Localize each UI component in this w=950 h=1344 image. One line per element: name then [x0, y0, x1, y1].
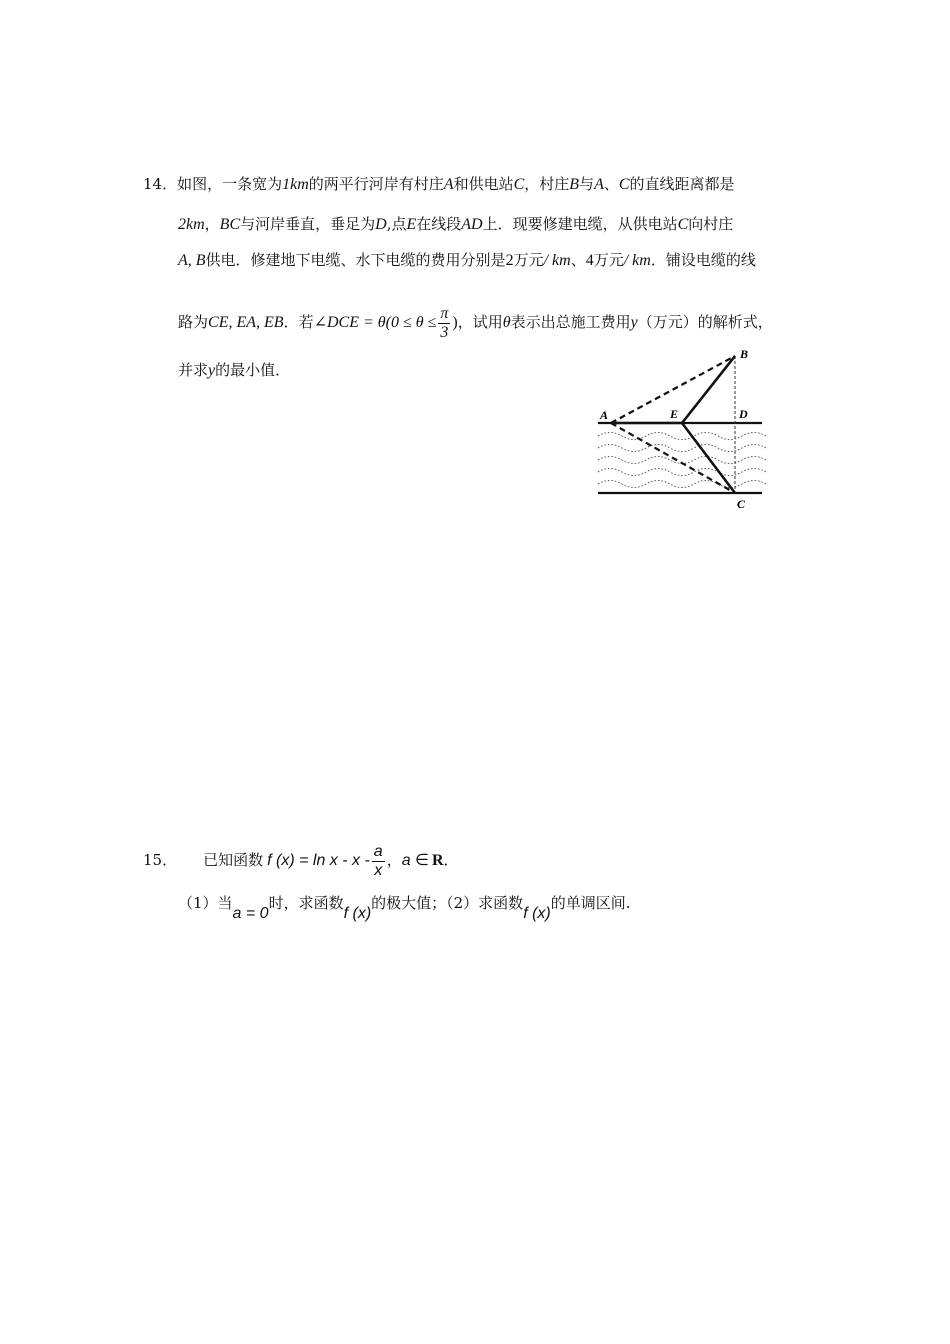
q15-line-2: （1）当a = 0时，求函数f (x)的极大值；（2）求函数f (x)的单调区间.: [178, 894, 631, 922]
river-diagram: [594, 346, 766, 514]
label-b: B: [740, 347, 749, 361]
fraction-a-over-x: $\frac{a}{x}$: [373, 842, 383, 879]
label-e: E: [670, 407, 679, 421]
ec-cable-line: [682, 423, 735, 493]
ac-dashed-line: [611, 423, 735, 493]
q14-line-5: 并求y的最小值．: [178, 361, 291, 379]
q14-line-1: 14．如图，一条宽为1km的两平行河岸有村庄A和供电站C，村庄B与A、C的直线距离都是: [143, 175, 735, 193]
q14-line-2: 2km，BC与河岸垂直，垂足为D,点E在线段AD上．现要修建电缆，从供电站C向村庄: [178, 215, 734, 233]
label-c: C: [737, 497, 746, 511]
q15-line-1: 15． 已知函数 f (x) = ln x - x - $\frac{a}{x}$ ，a ∈ R．: [143, 842, 459, 879]
question-number: 14．: [143, 175, 178, 193]
label-a: A: [600, 408, 609, 422]
label-d: D: [739, 407, 748, 421]
q14-line-4: 路为CE, EA, EB．若∠DCE = θ(0 ≤ θ ≤ $\frac{\pi}{3}$ )，试用θ表示出总施工费用y（万元）的解析式，: [178, 304, 773, 341]
q14-line-3: A, B供电．修建地下电缆、水下电缆的费用分别是2万元/ km、4万元/ km．铺设电缆的线: [178, 251, 756, 269]
water-waves: [598, 433, 766, 488]
fraction-pi-over-3: $\frac{\pi}{3}$: [440, 304, 449, 341]
eb-cable-line: [682, 356, 735, 423]
question-number: 15．: [143, 851, 178, 869]
